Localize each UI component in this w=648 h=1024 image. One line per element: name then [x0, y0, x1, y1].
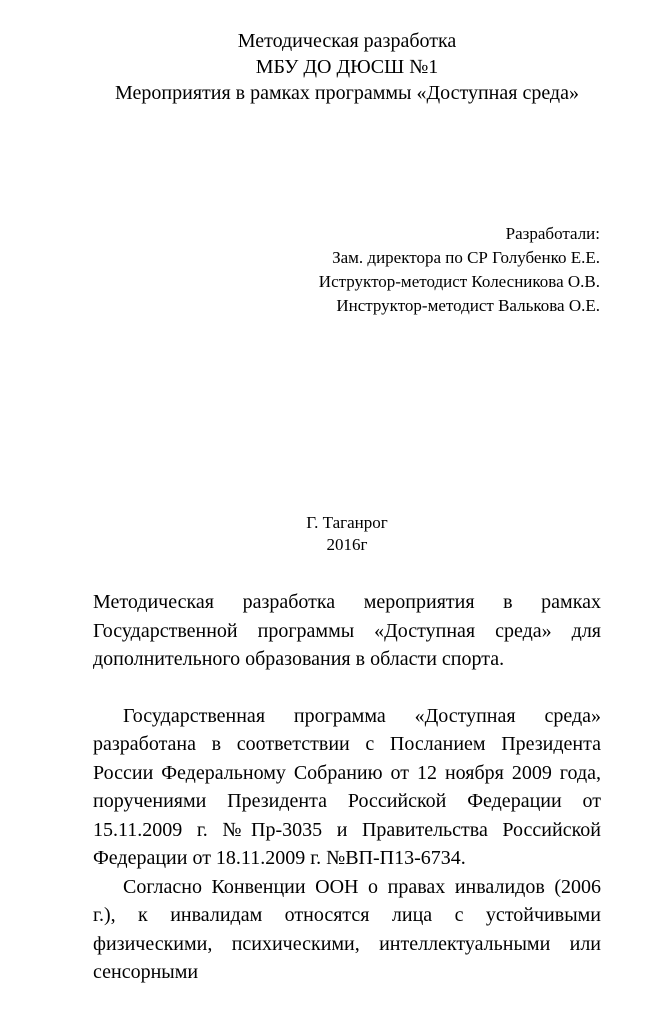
body-paragraph-2: Согласно Конвенции ООН о правах инвалидов (2006 г.), к инвалидам относятся лица с устойчивыми физическими, психическими, интеллектуальными или сенсорными — [93, 875, 601, 983]
document-body — [93, 588, 601, 987]
city: Г. Таганрог — [306, 513, 388, 532]
authors-title: Разработали: — [505, 224, 600, 243]
author-3: Инструктор-методист Валькова О.Е. — [336, 296, 600, 315]
intro-paragraph: Методическая разработка мероприятия в рамках Государственной программы «Доступная среда» для дополнительного образования в области спорта. — [93, 591, 601, 670]
city-year-block — [0, 512, 648, 556]
header-line-2: МБУ ДО ДЮСШ №1 — [255, 56, 439, 78]
authors-block — [319, 222, 600, 318]
header-line-3: Мероприятия в рамках программы «Доступная среда» — [115, 82, 579, 104]
document-header — [0, 28, 648, 106]
header-line-1: Методическая разработка — [237, 30, 457, 52]
author-2: Иструктор-методист Колесникова О.В. — [318, 272, 600, 291]
year: 2016г — [326, 535, 368, 554]
body-paragraph-1: Государственная программа «Доступная среда» разработана в соответствии с Посланием Президента России Федеральному Собранию от 12 ноября 2009 года, поручениями Президента Российской Федерации от 15.11.2009 г. №Пр-3035 и Правительства Российской Федерации от 18.11.2009 г. №ВП-П13-6734. — [93, 704, 601, 869]
author-1: Зам. директора по СР Голубенко Е.Е. — [332, 248, 600, 267]
